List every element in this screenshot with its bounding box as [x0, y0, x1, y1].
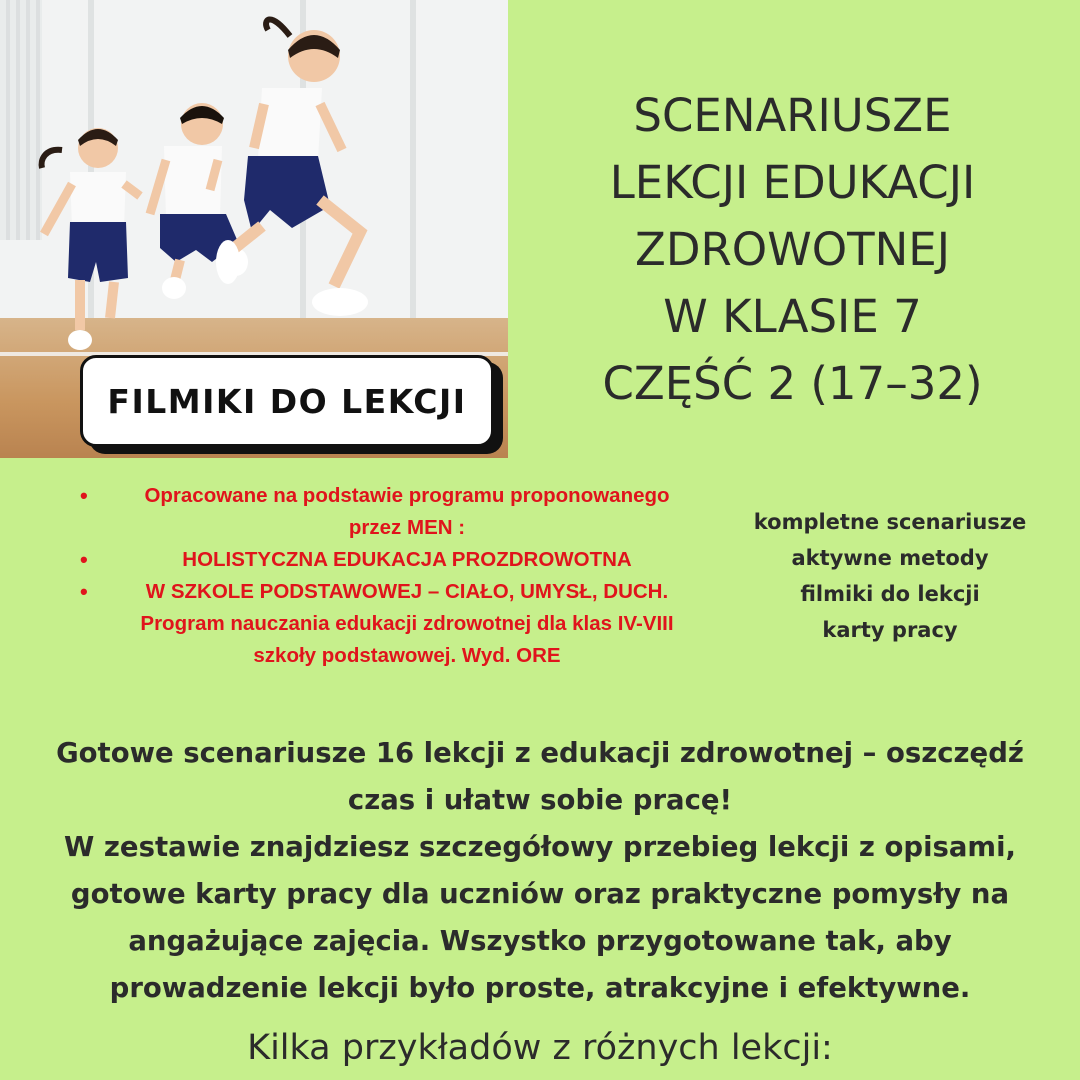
- page-title: [520, 82, 1065, 417]
- description-line: gotowe karty pracy dla uczniów oraz praktyczne pomysły na: [70, 878, 1010, 910]
- program-item: • Opracowane na podstawie programu proponowanego przez MEN :: [62, 480, 692, 544]
- title-line: W KLASIE 7: [663, 290, 922, 343]
- title-line: LEKCJI EDUKACJI: [609, 156, 976, 209]
- title-line: ZDROWOTNEJ: [635, 223, 950, 276]
- feature-item: karty pracy: [822, 618, 958, 642]
- feature-item: kompletne scenariusze: [753, 510, 1027, 534]
- description-line: czas i ułatw sobie pracę!: [347, 784, 733, 816]
- feature-item: filmiki do lekcji: [800, 582, 980, 606]
- program-item: • W SZKOLE PODSTAWOWEJ – CIAŁO, UMYSŁ, DUCH. Program nauczania edukacji zdrowotnej dla klas IV-VIII szkoły podstawowej. Wyd. ORE: [62, 576, 692, 672]
- videos-badge-label: FILMIKI DO LEKCJI: [107, 381, 467, 421]
- child-figure: [42, 128, 140, 350]
- description: [10, 730, 1070, 1012]
- hero-photo: [0, 0, 508, 458]
- features-list: [720, 504, 1060, 648]
- description-line: W zestawie znajdziesz szczegółowy przebieg lekcji z opisami,: [64, 831, 1016, 863]
- title-line: SCENARIUSZE: [633, 89, 952, 142]
- description-line: Gotowe scenariusze 16 lekcji z edukacji zdrowotnej – oszczędź: [56, 737, 1024, 769]
- feature-item: aktywne metody: [791, 546, 989, 570]
- title-line: CZĘŚĆ 2 (17–32): [602, 357, 983, 410]
- examples-heading: Kilka przykładów z różnych lekcji:: [247, 1028, 833, 1068]
- program-list: [62, 480, 692, 672]
- description-line: prowadzenie lekcji było proste, atrakcyjne i efektywne.: [109, 972, 971, 1004]
- videos-badge: [80, 355, 494, 447]
- child-figure: [216, 19, 368, 316]
- description-line: angażujące zajęcia. Wszystko przygotowane tak, aby: [128, 925, 952, 957]
- program-item: • HOLISTYCZNA EDUKACJA PROZDROWOTNA: [62, 544, 692, 576]
